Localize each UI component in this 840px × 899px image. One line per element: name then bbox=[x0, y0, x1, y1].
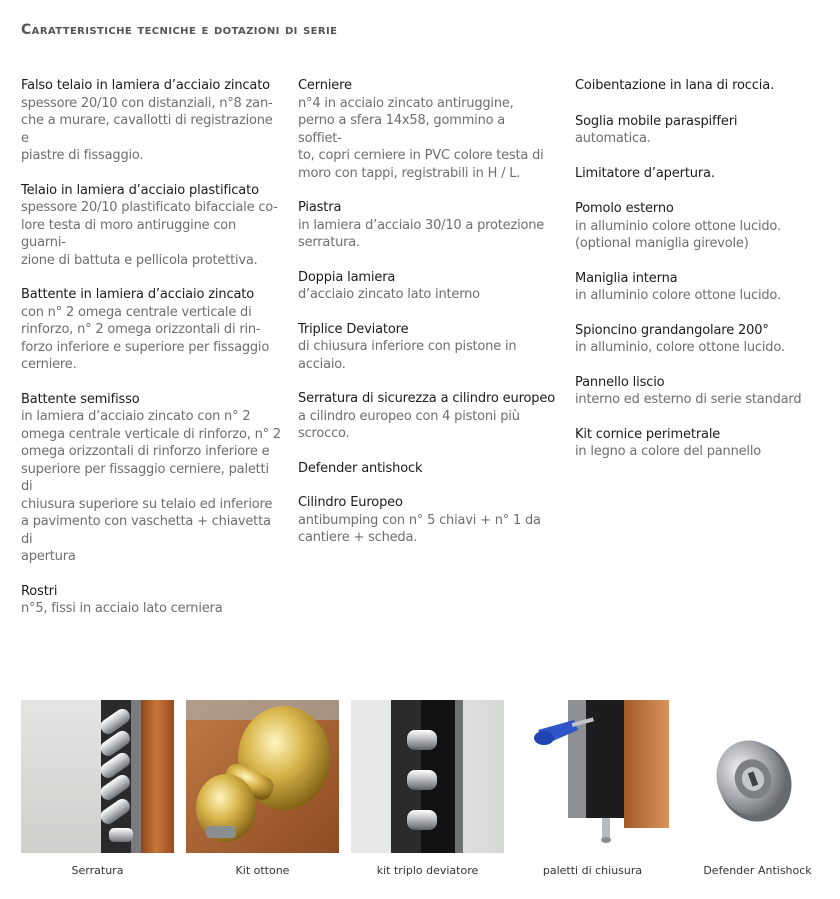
spec-pannello bbox=[575, 374, 825, 409]
lock-bolts-photo-icon bbox=[21, 700, 174, 853]
spec-description: con n° 2 omega centrale verticale di rinforzo, n° 2 omega orizzontali di rin- forzo inferiore e superiore per fissaggio cerniere. bbox=[21, 304, 270, 372]
spec-title: Maniglia interna bbox=[575, 270, 678, 286]
spec-description: spessore 20/10 plastificato bifacciale co- lore testa di moro antiruggine con guarni- zione di battuta e pellicola protettiva. bbox=[21, 200, 278, 268]
spec-falso-telaio bbox=[21, 77, 283, 165]
spec-pomolo bbox=[575, 200, 825, 253]
spec-battente-semifisso bbox=[21, 391, 283, 566]
gallery-caption: Serratura bbox=[71, 864, 124, 877]
spec-description: in alluminio colore ottone lucido. (optional maniglia girevole) bbox=[575, 218, 781, 251]
gallery-caption: paletti di chiusura bbox=[542, 864, 643, 877]
spec-title: Battente semifisso bbox=[21, 391, 140, 407]
spec-description: antibumping con n° 5 chiavi + n° 1 da cantiere + scheda. bbox=[298, 512, 541, 545]
spec-description: in alluminio colore ottone lucido. bbox=[575, 288, 781, 303]
spec-description: in legno a colore del pannello bbox=[575, 444, 761, 459]
spec-column-3 bbox=[575, 77, 825, 461]
spec-title: Kit cornice perimetrale bbox=[575, 426, 721, 442]
spec-maniglia bbox=[575, 270, 825, 305]
spec-title: Coibentazione in lana di roccia. bbox=[575, 78, 775, 93]
page-heading: Caratteristiche tecniche e dotazioni di serie bbox=[21, 22, 338, 38]
spec-description: a cilindro europeo con 4 pistoni più scrocco. bbox=[298, 408, 520, 441]
product-gallery bbox=[0, 700, 840, 899]
spec-limitatore bbox=[575, 165, 825, 183]
spec-kit-cornice bbox=[575, 426, 825, 461]
spec-title: Spioncino grandangolare 200° bbox=[575, 322, 769, 338]
defender-antishock-photo bbox=[681, 700, 834, 853]
spec-rostri bbox=[21, 583, 283, 618]
spec-title: Battente in lamiera d’acciaio zincato bbox=[21, 287, 255, 302]
spec-title: Falso telaio in lamiera d’acciaio zincato bbox=[21, 78, 270, 93]
spec-description: spessore 20/10 con distanziali, n°8 zan- che a murare, cavallotti di registrazione e piastre di fissaggio. bbox=[21, 95, 273, 163]
gallery-caption: Kit ottone bbox=[235, 864, 290, 877]
spec-title: Telaio in lamiera d’acciaio plastificato bbox=[21, 182, 259, 198]
spec-column-1 bbox=[21, 77, 283, 618]
kit-triplo-deviatore-photo bbox=[351, 700, 504, 853]
spec-triplice-deviatore bbox=[298, 321, 550, 374]
spec-coibentazione bbox=[575, 77, 825, 95]
spec-telaio bbox=[21, 182, 283, 270]
spec-description: automatica. bbox=[575, 131, 651, 146]
spec-defender bbox=[298, 460, 550, 478]
kit-ottone-photo bbox=[186, 700, 339, 853]
triple-bolt-photo-icon bbox=[351, 700, 504, 853]
spec-description: n°5, fissi in acciaio lato cerniera bbox=[21, 601, 223, 616]
spec-column-2 bbox=[298, 77, 556, 547]
spec-piastra bbox=[298, 199, 550, 252]
spec-description: interno ed esterno di serie standard bbox=[575, 392, 802, 407]
spec-cerniere bbox=[298, 77, 550, 182]
spec-description: di chiusura inferiore con pistone in acciaio. bbox=[298, 339, 517, 372]
spec-description: in lamiera d’acciaio 30/10 a protezione serratura. bbox=[298, 217, 545, 250]
spec-description: in lamiera d’acciaio zincato con n° 2 omega centrale verticale di rinforzo, n° 2 omega orizzontali di rinforzo inferiore e superiore per fissaggio cerniere, paletti di chiusura superiore su telaio ed inferiore a pavimento con vaschetta + chiavetta di apertura bbox=[21, 409, 281, 564]
spec-title: Serratura di sicurezza a cilindro europeo bbox=[298, 391, 556, 406]
spec-serratura bbox=[298, 390, 556, 443]
spec-description: in alluminio, colore ottone lucido. bbox=[575, 340, 785, 355]
spec-title: Doppia lamiera bbox=[298, 269, 396, 285]
brass-knob-photo-icon bbox=[186, 700, 339, 853]
spec-title: Pomolo esterno bbox=[575, 201, 674, 216]
spec-title: Rostri bbox=[21, 583, 58, 599]
spec-battente bbox=[21, 286, 283, 374]
spec-title: Triplice Deviatore bbox=[298, 321, 409, 337]
spec-soglia bbox=[575, 113, 825, 148]
defender-photo-icon bbox=[681, 700, 834, 853]
spec-title: Piastra bbox=[298, 200, 342, 215]
spec-description: d’acciaio zincato lato interno bbox=[298, 287, 480, 302]
spec-cilindro bbox=[298, 494, 550, 547]
closing-bolt-photo-icon bbox=[516, 700, 669, 853]
spec-title: Soglia mobile paraspifferi bbox=[575, 113, 738, 129]
spec-title: Defender antishock bbox=[298, 460, 423, 476]
paletti-di-chiusura-photo bbox=[516, 700, 669, 853]
gallery-caption: Defender Antishock bbox=[703, 864, 812, 877]
gallery-caption: kit triplo deviatore bbox=[376, 864, 479, 877]
spec-doppia-lamiera bbox=[298, 269, 550, 304]
spec-title: Cilindro Europeo bbox=[298, 495, 403, 510]
spec-spioncino bbox=[575, 322, 825, 357]
serratura-photo bbox=[21, 700, 174, 853]
spec-title: Limitatore d’apertura. bbox=[575, 165, 715, 181]
spec-description: n°4 in acciaio zincato antiruggine, perno a sfera 14x58, gommino a soffiet- to, copri cerniere in PVC colore testa di moro con tappi, registrabili in H / L. bbox=[298, 95, 544, 181]
spec-title: Pannello liscio bbox=[575, 374, 665, 390]
spec-title: Cerniere bbox=[298, 78, 352, 93]
